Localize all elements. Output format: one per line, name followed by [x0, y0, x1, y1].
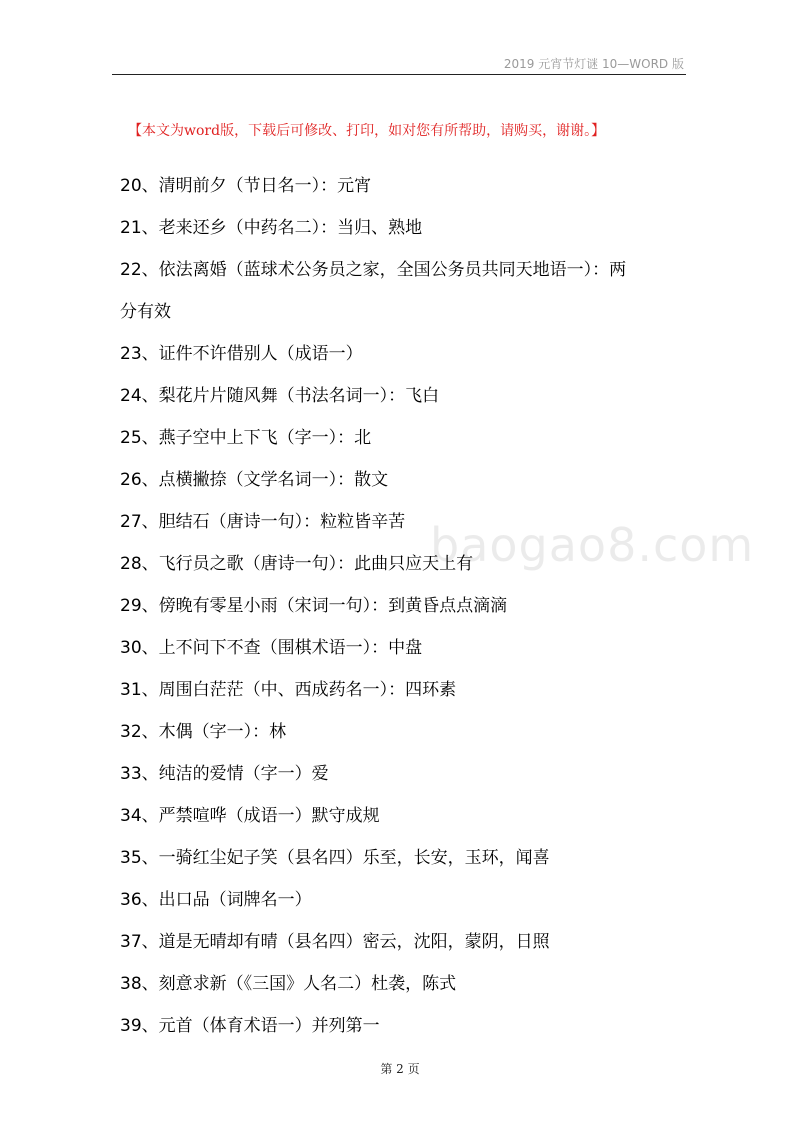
riddle-line: 28、飞行员之歌（唐诗一句）：此曲只应天上有 [120, 554, 474, 574]
riddle-line: 29、傍晚有零星小雨（宋词一句）：到黄昏点点滴滴 [120, 596, 508, 616]
riddle-line: 27、胆结石（唐诗一句）：粒粒皆辛苦 [120, 512, 406, 532]
running-header: 2019 元宵节灯谜 10—WORD 版 [503, 57, 684, 71]
riddle-line: 25、燕子空中上下飞（字一）：北 [120, 428, 372, 448]
riddle-list [120, 165, 690, 1047]
riddle-line-continued: 分有效 [120, 302, 171, 322]
riddle-line: 22、依法离婚（蓝球术公务员之家，全国公务员共同天地语一）：两 [120, 260, 627, 280]
riddle-line: 33、纯洁的爱情（字一）爱 [120, 764, 329, 784]
riddle-line: 24、梨花片片随风舞（书法名词一）：飞白 [120, 386, 440, 406]
riddle-line: 31、周围白茫茫（中、西成药名一）：四环素 [120, 680, 457, 700]
riddle-line: 20、清明前夕（节日名一）：元宵 [120, 176, 372, 196]
riddle-line: 39、元首（体育术语一）并列第一 [120, 1016, 380, 1036]
riddle-line: 23、证件不许借别人（成语一） [120, 344, 363, 364]
header-rule [112, 74, 686, 75]
riddle-line: 30、上不问下不查（围棋术语一）：中盘 [120, 638, 423, 658]
riddle-line: 37、道是无晴却有晴（县名四）密云，沈阳，蒙阴，日照 [120, 932, 550, 952]
riddle-line: 26、点横撇捺（文学名词一）：散文 [120, 470, 389, 490]
riddle-line: 38、刻意求新（《三国》人名二）杜袭，陈式 [120, 974, 457, 994]
riddle-line: 35、一骑红尘妃子笑（县名四）乐至，长安，玉环，闻喜 [120, 848, 550, 868]
riddle-line: 32、木偶（字一）：林 [120, 722, 287, 742]
page-number: 第 2 页 [380, 1062, 420, 1076]
purchase-notice: 【本文为word版，下载后可修改、打印，如对您有所帮助，请购买，谢谢。】 [128, 123, 606, 139]
riddle-line: 36、出口品（词牌名一） [120, 890, 312, 910]
riddle-line: 21、老来还乡（中药名二）：当归、熟地 [120, 218, 423, 238]
watermark: baogao8.com [430, 518, 755, 572]
riddle-line: 34、严禁喧哗（成语一）默守成规 [120, 806, 380, 826]
